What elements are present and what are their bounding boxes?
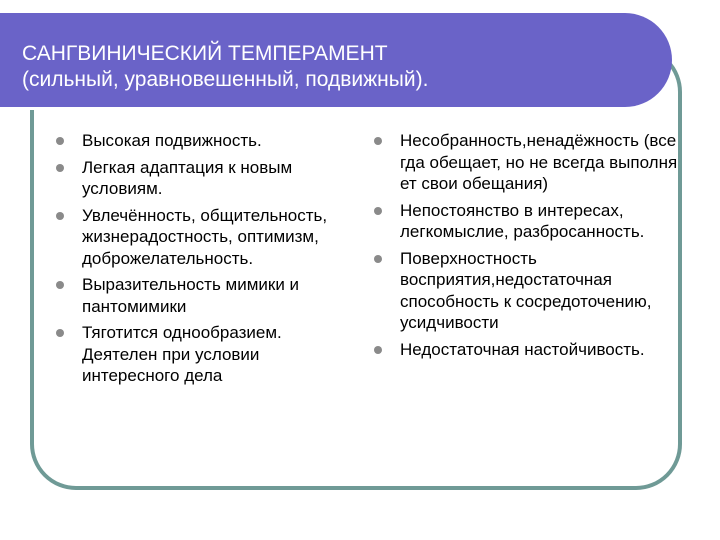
- left-column-list: [56, 130, 356, 392]
- bullet-icon: [374, 346, 382, 354]
- bullet-icon: [56, 137, 64, 145]
- list-item: Увлечённость, общительность, жизнерадостность, оптимизм, доброжелательность.: [56, 205, 356, 270]
- bullet-icon: [56, 212, 64, 220]
- bullet-icon: [56, 164, 64, 172]
- list-item: Тяготится однообразием. Деятелен при условии интересного дела: [56, 322, 356, 387]
- bullet-icon: [56, 329, 64, 337]
- bullet-icon: [374, 207, 382, 215]
- list-item: Легкая адаптация к новым условиям.: [56, 157, 356, 200]
- list-item: Непостоянство в интересах, легкомыслие, разбросанность.: [374, 200, 679, 243]
- title-banner: [0, 13, 672, 107]
- list-item: Недостаточная настойчивость.: [374, 339, 679, 361]
- list-item: Поверхностность восприятия,недостаточная способность к сосредоточению, усидчивости: [374, 248, 679, 334]
- bullet-icon: [56, 281, 64, 289]
- right-column-list: [374, 130, 679, 365]
- list-item: Выразительность мимики и пантомимики: [56, 274, 356, 317]
- title-line-2: (сильный, уравновешенный, подвижный).: [22, 68, 429, 91]
- title-line-1: САНГВИНИЧЕСКИЙ ТЕМПЕРАМЕНТ: [22, 42, 388, 65]
- list-item: Несобранность,ненадёжность (всегда обещает, но не всегда выполняет свои обещания): [374, 130, 679, 195]
- title-underline: [0, 107, 637, 110]
- bullet-icon: [374, 255, 382, 263]
- list-item: Высокая подвижность.: [56, 130, 356, 152]
- bullet-icon: [374, 137, 382, 145]
- slide-title: [22, 41, 428, 93]
